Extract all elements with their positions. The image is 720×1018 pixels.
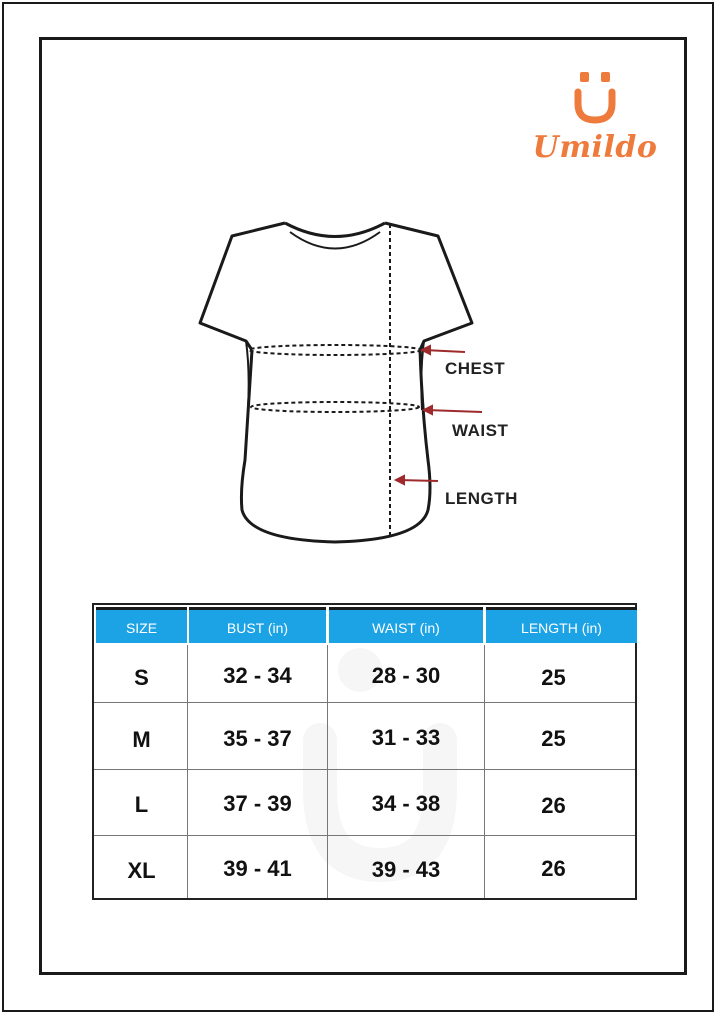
size-cell: S bbox=[134, 665, 149, 690]
waist-line bbox=[251, 402, 419, 412]
header-bust: BUST (in) bbox=[189, 607, 326, 643]
smile-logo-icon bbox=[572, 70, 618, 126]
brand-name: Umildo bbox=[532, 130, 658, 165]
size-cell: XL bbox=[127, 858, 156, 883]
size-cell: L bbox=[134, 792, 149, 817]
column-divider bbox=[187, 645, 188, 898]
row-divider bbox=[94, 835, 635, 836]
row-divider bbox=[94, 702, 635, 703]
header-length: LENGTH (in) bbox=[486, 607, 637, 643]
waist-cell: 39 - 43 bbox=[371, 857, 441, 882]
waist-cell: 28 - 30 bbox=[371, 663, 441, 688]
waist-label: WAIST bbox=[452, 421, 509, 440]
column-divider bbox=[327, 645, 328, 898]
row-divider bbox=[94, 769, 635, 770]
column-divider bbox=[484, 645, 485, 898]
bust-cell: 37 - 39 bbox=[223, 791, 292, 816]
size-chart-table bbox=[92, 603, 637, 900]
size-cell: M bbox=[132, 727, 151, 752]
bust-cell: 35 - 37 bbox=[223, 726, 292, 751]
length-cell: 26 bbox=[541, 856, 566, 881]
chest-label: CHEST bbox=[445, 359, 506, 378]
brand-logo bbox=[530, 70, 660, 170]
bust-cell: 32 - 34 bbox=[223, 663, 292, 688]
header-size: SIZE bbox=[96, 607, 187, 643]
waist-cell: 31 - 33 bbox=[371, 725, 441, 750]
header-waist: WAIST (in) bbox=[329, 607, 483, 643]
length-cell: 25 bbox=[541, 726, 566, 751]
chest-line bbox=[249, 345, 421, 355]
length-label: LENGTH bbox=[445, 489, 518, 508]
length-cell: 26 bbox=[541, 793, 566, 818]
bust-cell: 39 - 41 bbox=[223, 856, 292, 881]
waist-cell: 34 - 38 bbox=[371, 791, 441, 816]
length-cell: 25 bbox=[541, 665, 566, 690]
